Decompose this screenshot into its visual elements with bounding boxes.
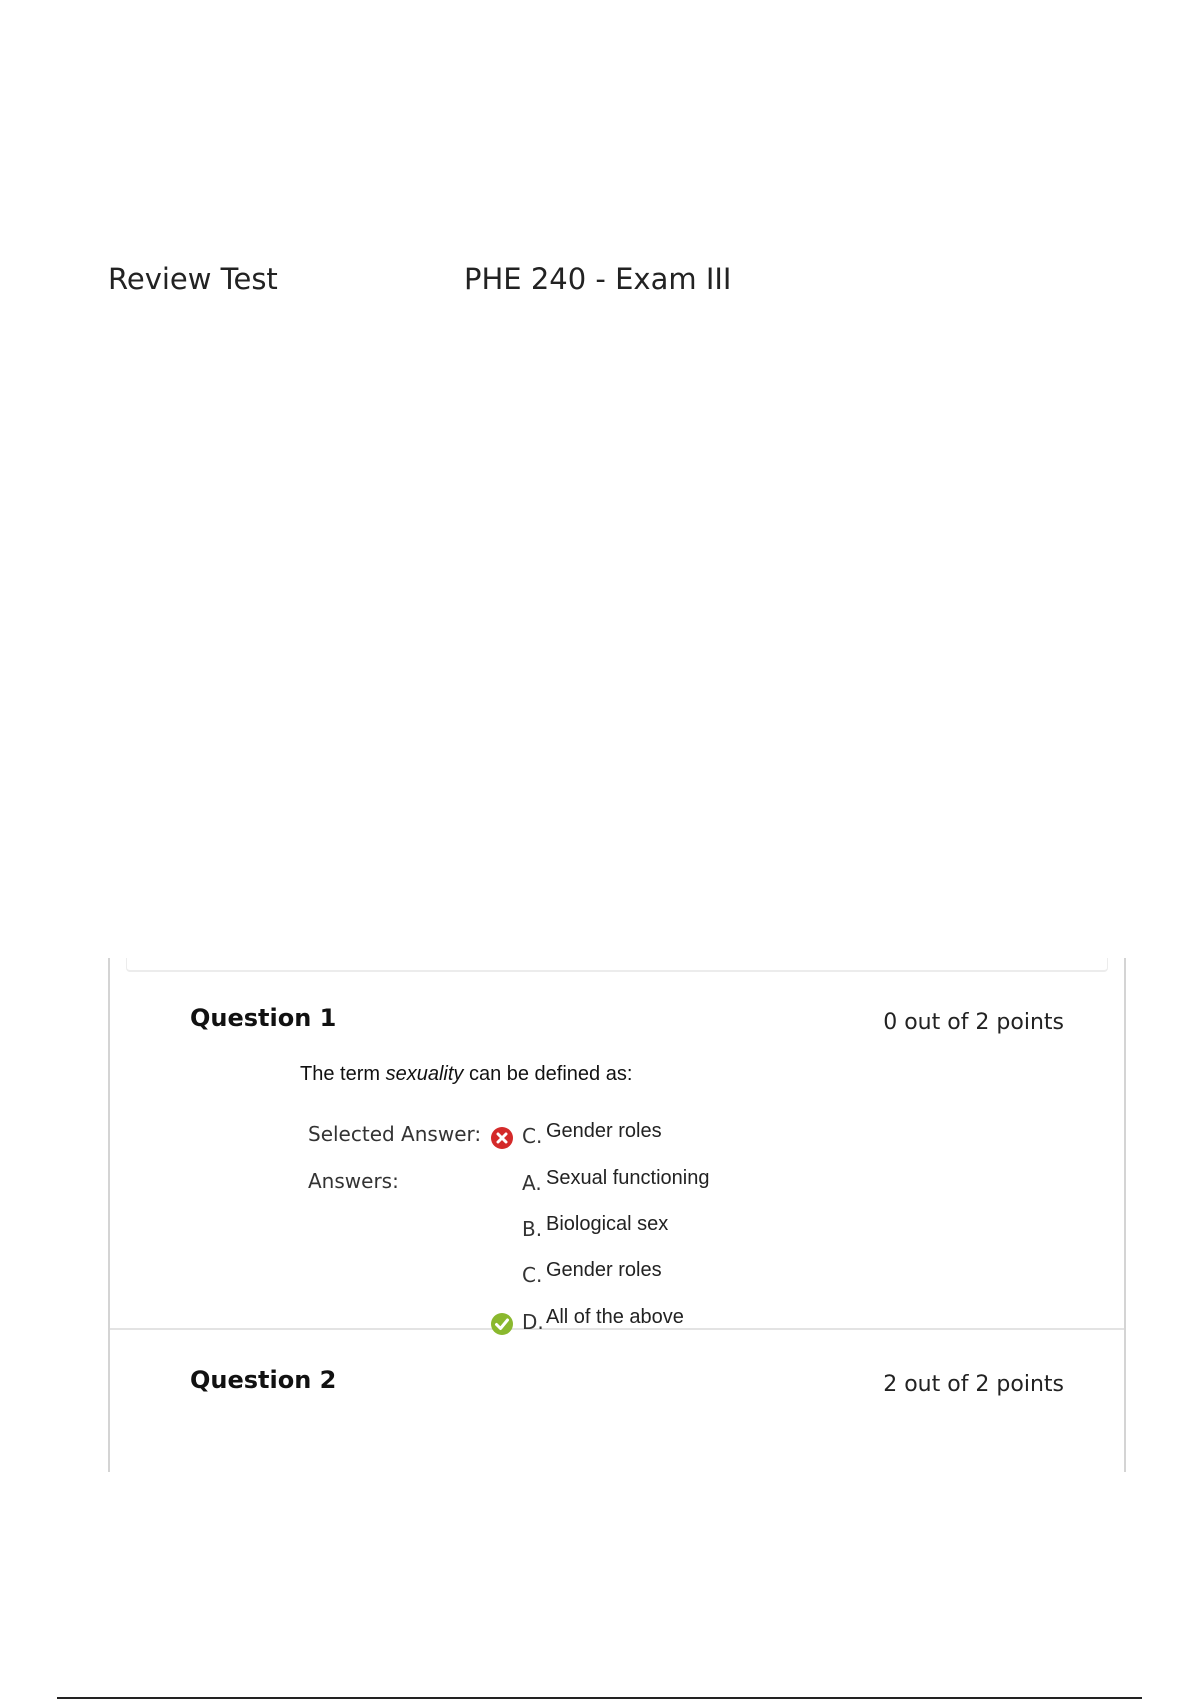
answer-letter: B. <box>522 1217 543 1241</box>
selected-answer-label: Selected Answer: <box>308 1122 482 1146</box>
page-title: Review Test <box>108 262 278 296</box>
footer-divider <box>57 1697 1142 1699</box>
question-block-1 <box>110 978 1124 1334</box>
page-header <box>108 262 1108 302</box>
answer-text: Gender roles <box>546 1259 662 1281</box>
question-text-end: can be defined as: <box>463 1063 633 1085</box>
answer-letter: C. <box>522 1263 543 1287</box>
answer-text: Biological sex <box>546 1213 669 1235</box>
answer-text: Sexual functioning <box>546 1167 710 1189</box>
question-block-2 <box>110 1330 1124 1470</box>
incorrect-icon <box>490 1126 514 1150</box>
question-text <box>300 1063 632 1086</box>
question-points: 2 out of 2 points <box>883 1372 1064 1397</box>
panel-top-edge <box>126 958 1108 972</box>
test-results-panel <box>108 958 1126 1472</box>
question-text-emphasis: sexuality <box>385 1063 464 1085</box>
exam-name: PHE 240 - Exam III <box>464 262 732 296</box>
question-title: Question 1 <box>190 1004 337 1032</box>
answer-letter: D. <box>522 1310 544 1334</box>
question-points: 0 out of 2 points <box>883 1010 1064 1035</box>
answer-letter: C. <box>522 1124 543 1148</box>
answer-letter: A. <box>522 1171 542 1195</box>
answer-text: Gender roles <box>546 1120 662 1142</box>
answer-text: All of the above <box>546 1306 684 1328</box>
answers-label: Answers: <box>308 1169 399 1193</box>
question-title: Question 2 <box>190 1366 337 1394</box>
question-text-start: The term <box>300 1063 386 1085</box>
